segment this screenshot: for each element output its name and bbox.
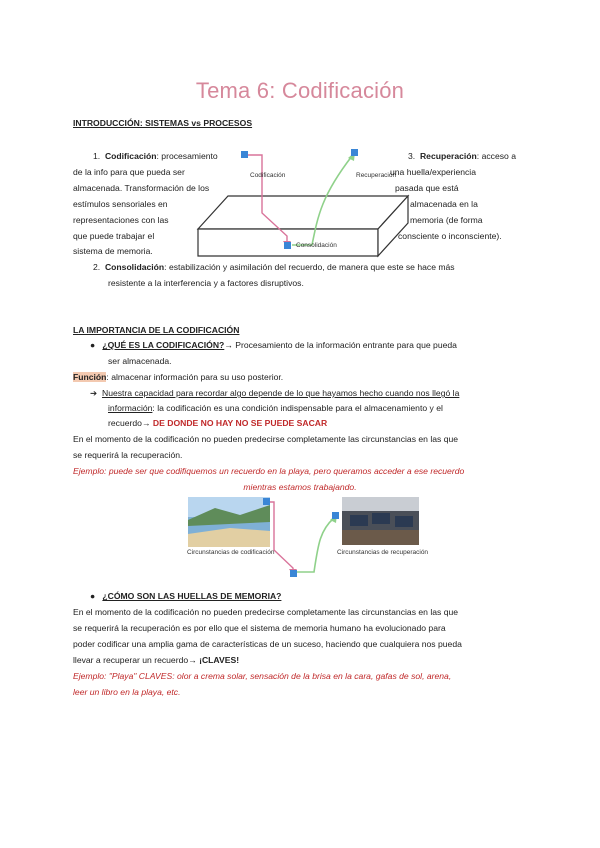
traces-para-line3: poder codificar una amplia gama de características de un suceso, haciendo que cualquiera nos pueda	[73, 639, 462, 649]
intro-heading: INTRODUCCIÓN: SISTEMAS vs PROCESOS	[73, 118, 253, 128]
capacity-underlined-1: Nuestra capacidad para recordar algo depende de lo que hayamos hecho cuando nos llegó la	[101, 388, 460, 398]
traces-para-line1: En el momento de la codificación no pueden predecirse completamente las circunstancias en las que	[73, 607, 459, 617]
capacity-line3	[108, 417, 327, 430]
item3-line4: memoria (de forma	[410, 215, 483, 225]
consolidation-marker-icon	[284, 242, 291, 249]
example1-line1: Ejemplo: puede ser que codifiquemos un recuerdo en la playa, pero queramos acceder a ese recuerdo	[73, 466, 465, 476]
importance-heading: LA IMPORTANCIA DE LA CODIFICACIÓN	[73, 325, 240, 335]
office-screen-3	[395, 516, 413, 527]
item3-number: 3.	[408, 151, 416, 161]
encoding-marker-icon	[263, 498, 270, 505]
item1-line1: de la info para que pueda ser	[73, 167, 185, 177]
capacity-rest: : la codificación es una condición indispensable para el almacenamiento y el	[152, 403, 443, 413]
item1-line2: almacenada. Transformación de los	[73, 183, 210, 193]
para1-line1: En el momento de la codificación no pueden predecirse completamente las circunstancias en las que	[73, 434, 459, 444]
traces-last-a: llevar a recuperar un recuerdo→	[73, 655, 200, 665]
item3-term: Recuperación	[419, 151, 477, 161]
beach-caption: Circunstancias de codificación	[187, 549, 275, 556]
item2-line0	[93, 261, 455, 274]
bullet-icon: ●	[90, 340, 96, 350]
capacity-line1	[90, 387, 459, 400]
q1-line	[90, 339, 457, 352]
capacity-line2	[108, 402, 443, 415]
retrieval-context-arrow	[296, 518, 334, 572]
item1-line3: estímulos sensoriales en	[73, 199, 168, 209]
q1-line2: ser almacenada.	[108, 356, 172, 366]
item1-line6: sistema de memoria.	[73, 246, 153, 256]
para1-line2: se requerirá la recuperación.	[73, 450, 183, 460]
item3-line0	[408, 150, 516, 163]
traces-claves: ¡CLAVES!	[199, 655, 240, 665]
traces-example-line1: Ejemplo: "Playa" CLAVES: olor a crema solar, sensación de la brisa en la cara, gafas de sol, arena,	[73, 671, 452, 681]
item3-line1: una huella/experiencia	[390, 167, 477, 177]
item1-line5: que puede trabajar el	[73, 231, 155, 241]
capacity-underlined-2: información	[108, 403, 153, 413]
label-codificacion: Codificación	[250, 172, 286, 179]
capacity-line3-a: recuerdo→	[108, 418, 153, 428]
item3-text-a: : acceso a	[476, 151, 516, 161]
item1-term: Codificación	[104, 151, 157, 161]
office-screen-2	[372, 513, 390, 524]
capacity-red-emphasis: DE DONDE NO HAY NO SE PUEDE SACAR	[152, 418, 328, 428]
office-screen-1	[350, 515, 368, 526]
box-top-face	[198, 196, 408, 229]
traces-example-line2: leer un libro en la playa, etc.	[73, 687, 181, 697]
traces-para-line2: se requerirá la recuperación es por ello que el sistema de memoria humano ha evolucionado para	[73, 623, 446, 633]
item2-number: 2.	[93, 262, 101, 272]
example1-line2: mientras estamos trabajando.	[243, 482, 357, 492]
item2-term: Consolidación	[104, 262, 165, 272]
item1-line4: representaciones con las	[73, 215, 169, 225]
q1-question: ¿QUÉ ES LA CODIFICACIÓN?	[102, 340, 225, 350]
retrieval-marker-icon	[351, 149, 358, 156]
label-consolidacion: Consolidación	[296, 242, 337, 249]
office-ceiling	[342, 497, 419, 511]
encoding-context-arrow	[267, 502, 293, 571]
funcion-text: : almacenar información para su uso posterior.	[106, 372, 284, 382]
funcion-label: Función	[73, 372, 107, 382]
page-title: Tema 6: Codificación	[195, 78, 405, 103]
traces-line	[90, 590, 281, 603]
retrieval-ctx-marker-icon	[332, 512, 339, 519]
label-recuperacion: Recuperación	[356, 172, 397, 179]
funcion-line	[73, 371, 283, 384]
arrow-right-icon: ➔	[90, 388, 98, 398]
traces-heading: ¿CÓMO SON LAS HUELLAS DE MEMORIA?	[102, 591, 282, 601]
item2-text-a: : estabilización y asimilación del recuerdo, de manera que este se hace más	[164, 262, 455, 272]
traces-para-line4	[73, 654, 239, 667]
item3-line2: pasada que está	[395, 183, 459, 193]
item1-number: 1.	[93, 151, 101, 161]
codification-marker-icon	[241, 151, 248, 158]
q1-text-a: → Procesamiento de la información entrante para que pueda	[224, 340, 457, 350]
middle-marker-icon	[290, 570, 297, 577]
item2-line1: resistente a la interferencia y a factores disruptivos.	[108, 278, 304, 288]
bullet-icon-2: ●	[90, 591, 96, 601]
item1-line0	[93, 150, 218, 163]
item3-line5: consciente o inconsciente).	[398, 231, 502, 241]
item3-line3: almacenada en la	[410, 199, 478, 209]
office-caption: Circunstancias de recuperación	[337, 549, 429, 556]
item1-text-a: : procesamiento	[156, 151, 218, 161]
office-desks	[342, 530, 419, 545]
